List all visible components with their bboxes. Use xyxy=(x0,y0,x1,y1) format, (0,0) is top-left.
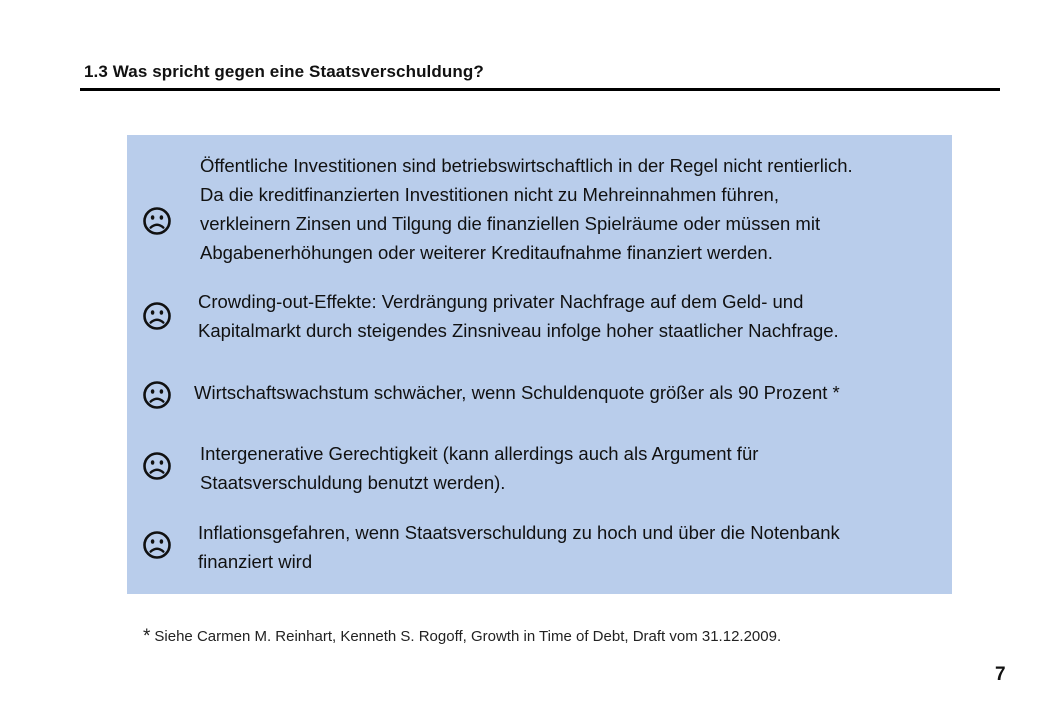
argument-line: Abgabenerhöhungen oder weiterer Kreditaufnahme finanziert werden. xyxy=(200,242,773,263)
argument-line: finanziert wird xyxy=(198,551,313,572)
sad-face-icon xyxy=(142,530,172,560)
argument-line: Öffentliche Investitionen sind betriebswirtschaftlich in der Regel nicht rentierlich. xyxy=(200,155,853,176)
sad-face-icon xyxy=(142,380,172,410)
argument-item xyxy=(127,518,952,580)
argument-line: Intergenerative Gerechtigkeit (kann allerdings auch als Argument für xyxy=(200,443,759,464)
argument-item xyxy=(127,439,952,501)
argument-line: Kapitalmarkt durch steigendes Zinsniveau infolge hoher staatlicher Nachfrage. xyxy=(198,320,839,341)
argument-text xyxy=(200,151,940,267)
sad-face-icon xyxy=(142,206,172,236)
argument-line: Staatsverschuldung benutzt werden). xyxy=(200,472,506,493)
argument-line: verkleinern Zinsen und Tilgung die finanziellen Spielräume oder müssen mit xyxy=(200,213,821,234)
argument-line: Crowding-out-Effekte: Verdrängung privater Nachfrage auf dem Geld- und xyxy=(198,291,804,312)
title-underline xyxy=(80,88,1000,91)
argument-text xyxy=(198,287,938,345)
sad-face-icon xyxy=(142,301,172,331)
argument-line: Wirtschaftswachstum schwächer, wenn Schuldenquote größer als 90 Prozent * xyxy=(194,382,840,403)
argument-line: Inflationsgefahren, wenn Staatsverschuldung zu hoch und über die Notenbank xyxy=(198,522,840,543)
arguments-panel xyxy=(127,135,952,594)
footnote-text: Siehe Carmen M. Reinhart, Kenneth S. Rogoff, Growth in Time of Debt, Draft vom 31.12.2009. xyxy=(154,628,782,645)
footnote xyxy=(143,625,781,647)
argument-text xyxy=(194,378,934,407)
footnote-marker: * xyxy=(143,626,151,647)
argument-line: Da die kreditfinanzierten Investitionen nicht zu Mehreinnahmen führen, xyxy=(200,184,779,205)
slide-title: 1.3 Was spricht gegen eine Staatsverschuldung? xyxy=(84,62,484,81)
page-number: 7 xyxy=(995,664,1006,685)
sad-face-icon xyxy=(142,451,172,481)
argument-item xyxy=(127,151,952,271)
argument-item xyxy=(127,378,952,410)
argument-text xyxy=(200,439,940,497)
argument-item xyxy=(127,287,952,349)
argument-text xyxy=(198,518,938,576)
